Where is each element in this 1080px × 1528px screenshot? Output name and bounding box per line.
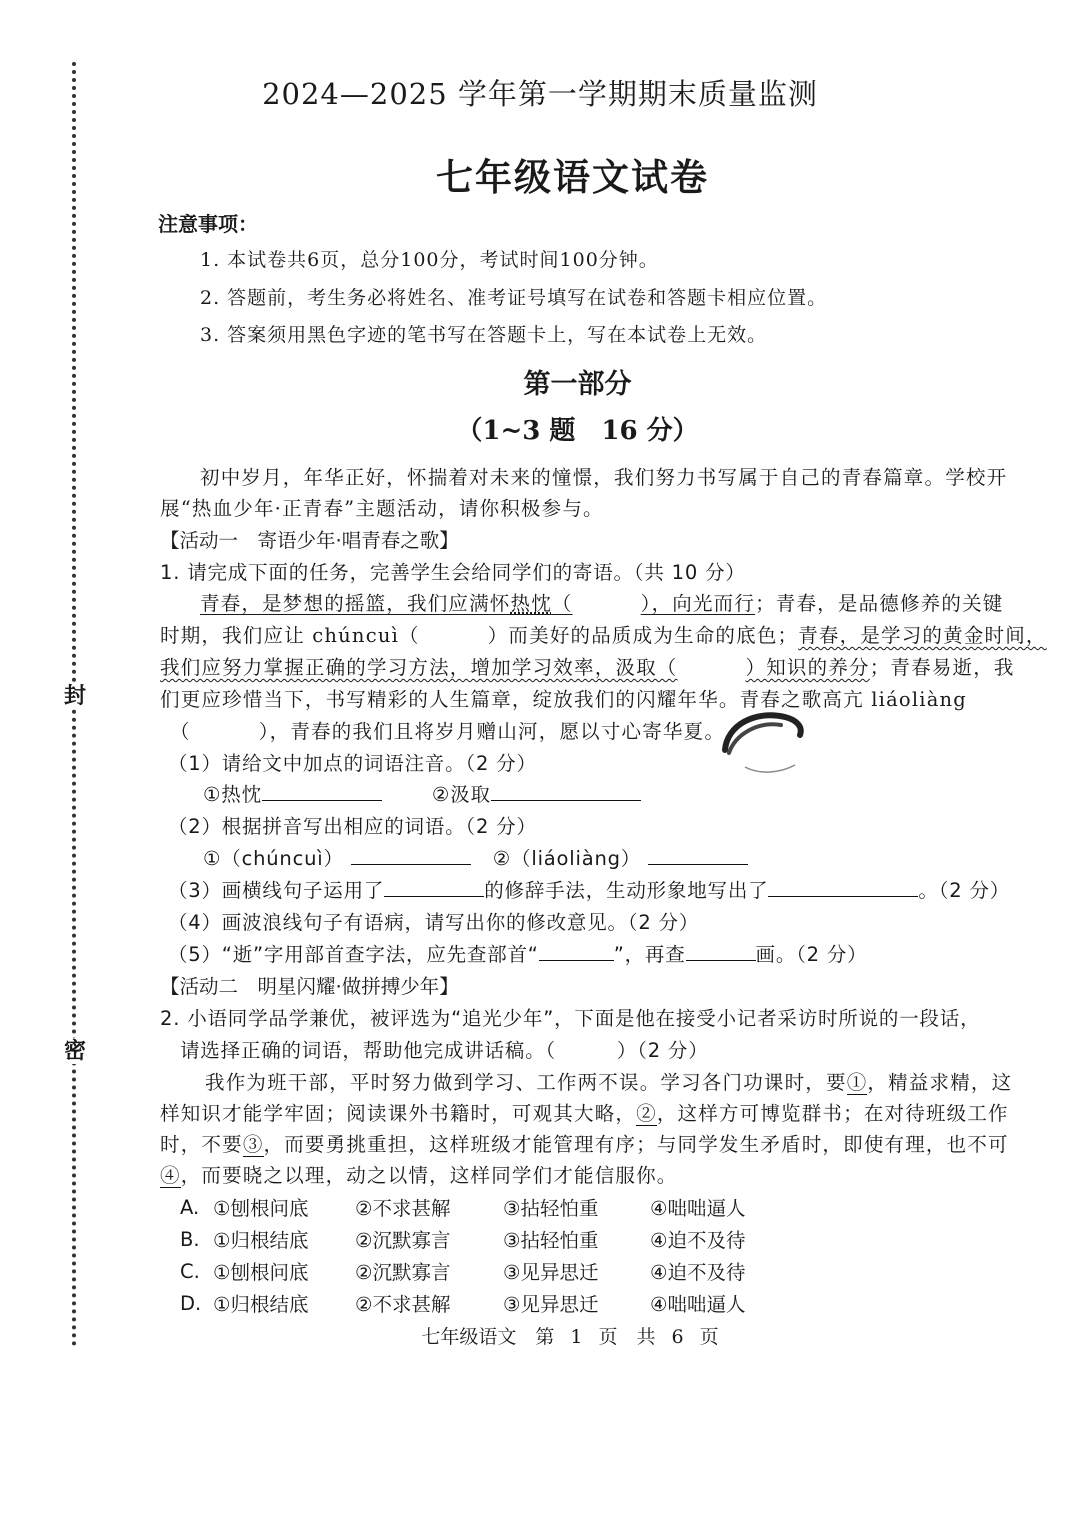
q1-sub-4: （4）画波浪线句子有语病，请写出你的修改意见。（2 分）	[168, 911, 700, 934]
answer-blank[interactable]	[768, 896, 918, 897]
q1-passage-line-3: 我们应努力掌握正确的学习方法，增加学习效率，汲取（ ）知识的养分；青春易逝，我	[160, 656, 1015, 679]
answer-blank[interactable]	[648, 864, 748, 865]
q1-passage-line-1: 青春，是梦想的摇篮，我们应满怀热忱（ ），向光而行；青春，是品德修养的关键	[200, 592, 1004, 615]
q2-options	[180, 1191, 770, 1319]
q1-sub-1: （1）请给文中加点的词语注音。（2 分）	[168, 752, 537, 775]
q2-passage-line-4: ④，而要晓之以理，动之以情，这样同学们才能信服你。	[160, 1164, 678, 1187]
answer-blank[interactable]	[491, 800, 641, 801]
question-2-stem: 2. 小语同学品学兼优，被评选为“追光少年”，下面是他在接受小记者采访时所说的一段话，	[160, 1007, 981, 1030]
q2-passage-line-1: 我作为班干部，平时努力做到学习、工作两不误。学习各门功课时，要①，精益求精，这	[205, 1071, 1013, 1094]
q1-passage-line-2: 时期，我们应让 chúncuì（ ）而美好的品质成为生命的底色；青春，是学习的黄金时间，	[160, 624, 1047, 647]
q1-sub-3: （3）画横线句子运用了 的修辞手法，生动形象地写出了 。（2 分）	[168, 879, 1011, 902]
q2-passage-line-3: 时，不要③，而要勇挑重担，这样班级才能管理有序；与同学发生矛盾时，即使有理，也不可	[160, 1133, 1009, 1156]
page-footer: 七年级语文 第 1 页 共 6 页	[421, 1326, 719, 1348]
activity-1-title: 【活动一 寄语少年·唱青春之歌】	[160, 529, 459, 552]
option-a[interactable]: A. ①刨根问底 ②不求甚解 ③拈轻怕重 ④咄咄逼人	[180, 1195, 746, 1220]
activity-2-title: 【活动二 明星闪耀·做拼搏少年】	[160, 975, 459, 998]
q1-sub-2: （2）根据拼音写出相应的词语。（2 分）	[168, 815, 537, 838]
intro-line: 展“热血少年·正青春”主题活动，请你积极参与。	[160, 497, 604, 520]
part-title: 第一部分	[523, 369, 632, 400]
option-d[interactable]: D. ①归根结底 ②不求甚解 ③见异思迁 ④咄咄逼人	[180, 1291, 746, 1316]
note-item: 3. 答案须用黑色字迹的笔书写在答题卡上，写在本试卷上无效。	[200, 324, 768, 346]
q1-sub-2-answers: ①（chúncuì） ②（liáoliàng）	[203, 843, 748, 871]
binding-label-secret: 密	[63, 1038, 86, 1064]
q2-passage-line-2: 样知识才能学牢固；阅读课外书籍时，可观其大略，②，这样方可博览群书；在对待班级工作	[160, 1102, 1009, 1125]
question-1-stem: 1. 请完成下面的任务，完善学生会给同学们的寄语。（共 10 分）	[160, 561, 746, 584]
exam-title: 2024—2025 学年第一学期期末质量监测	[262, 77, 818, 111]
note-item: 1. 本试卷共6页，总分100分，考试时间100分钟。	[200, 249, 659, 271]
paper-title: 七年级语文试卷	[436, 155, 709, 199]
q1-sub-5: （5）“逝”字用部首查字法，应先查部首“ ”，再查 画。（2 分）	[168, 943, 868, 966]
notes-heading: 注意事项：	[158, 212, 258, 236]
answer-blank[interactable]	[539, 960, 614, 961]
answer-blank[interactable]	[686, 960, 756, 961]
answer-blank[interactable]	[351, 864, 471, 865]
binding-label-seal: 封	[63, 683, 86, 709]
option-b[interactable]: B. ①归根结底 ②沉默寡言 ③拈轻怕重 ④迫不及待	[180, 1227, 746, 1252]
question-2-stem-2: 请选择正确的词语，帮助他完成讲话稿。（ ）（2 分）	[180, 1039, 709, 1062]
note-item: 2. 答题前，考生务必将姓名、准考证号填写在试卷和答题卡相应位置。	[200, 287, 828, 309]
emphasized-word-rechen: 热忱	[510, 592, 552, 615]
answer-blank[interactable]	[384, 896, 484, 897]
q1-passage-line-5: （ ），青春的我们且将岁月赠山河，愿以寸心寄华夏。	[170, 720, 726, 743]
part-score: （1~3 题 16 分）	[456, 416, 699, 446]
option-c[interactable]: C. ①刨根问底 ②沉默寡言 ③见异思迁 ④迫不及待	[180, 1259, 746, 1284]
intro-line: 初中岁月，年华正好，怀揣着对未来的憧憬，我们努力书写属于自己的青春篇章。学校开	[200, 466, 1008, 489]
answer-blank[interactable]	[262, 800, 382, 801]
q1-passage-line-4: 们更应珍惜当下，书写精彩的人生篇章，绽放我们的闪耀年华。青春之歌高亢 liáoliàng	[160, 688, 967, 711]
q1-sub-1-answers: ①热忱 ②汲取	[203, 779, 641, 807]
ink-scribble	[715, 705, 815, 785]
